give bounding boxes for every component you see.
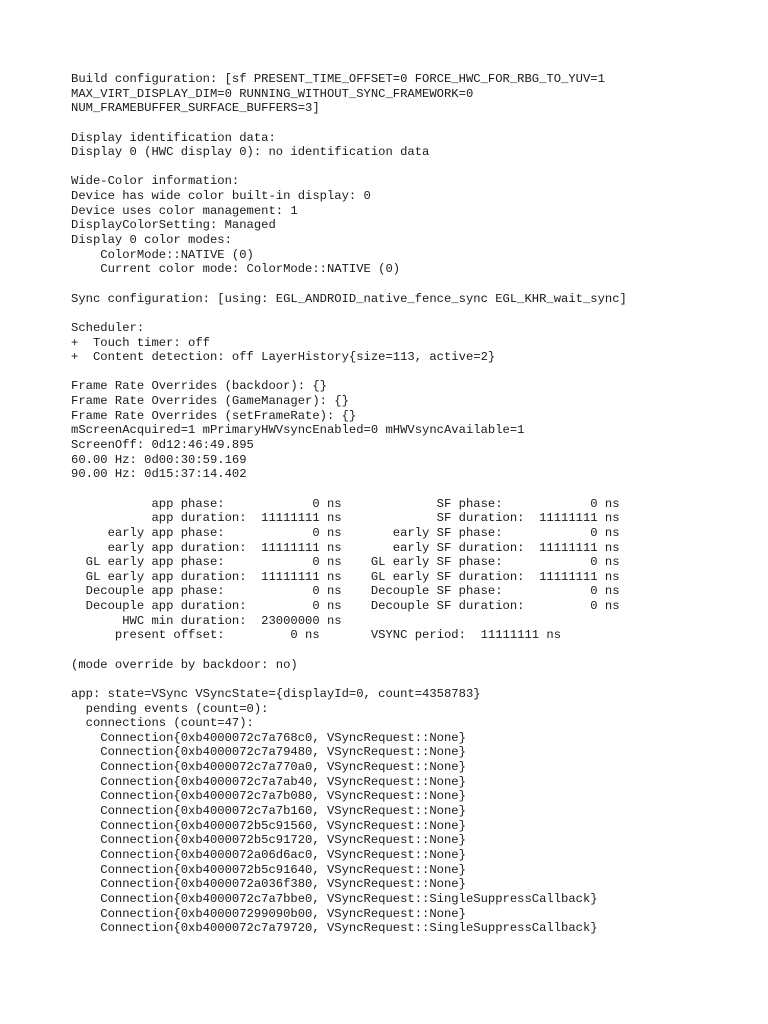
connection-item: Connection{0xb4000072b5c91720, VSyncRequest::None} <box>71 833 466 848</box>
connection-item: Connection{0xb4000072c7a768c0, VSyncRequest::None} <box>71 730 466 745</box>
connection-item: Connection{0xb4000072c7a770a0, VSyncRequest::None} <box>71 760 466 775</box>
mode-override-line: (mode override by backdoor: no) <box>71 657 298 672</box>
frame-rate-line: Frame Rate Overrides (GameManager): {} <box>71 394 349 409</box>
phase-table-row: GL early app phase: 0 ns GL early SF phase: 0 ns <box>71 555 620 570</box>
wide-color-line: DisplayColorSetting: Managed <box>71 218 276 233</box>
wide-color-line: Current color mode: ColorMode::NATIVE (0) <box>71 262 401 277</box>
scheduler-line: + Content detection: off LayerHistory{size=113, active=2} <box>71 350 496 365</box>
connection-item: Connection{0xb4000072c7a7b080, VSyncRequest::None} <box>71 789 466 804</box>
phase-table-row: HWC min duration: 23000000 ns <box>71 613 342 628</box>
connection-item: Connection{0xb400007299090b00, VSyncRequest::None} <box>71 906 466 921</box>
frame-rate-line: Frame Rate Overrides (setFrameRate): {} <box>71 408 357 423</box>
connection-item: Connection{0xb4000072a036f380, VSyncRequest::None} <box>71 877 466 892</box>
phase-table-row: present offset: 0 ns VSYNC period: 11111111 ns <box>71 628 562 643</box>
connection-item: Connection{0xb4000072b5c91640, VSyncRequest::None} <box>71 862 466 877</box>
build-config-line-1: Build configuration: [sf PRESENT_TIME_OFFSET=0 FORCE_HWC_FOR_RBG_TO_YUV=1 <box>71 72 605 86</box>
wide-color-line: Device uses color management: 1 <box>71 203 298 218</box>
blank-line <box>71 482 761 497</box>
phase-table-row: early app duration: 11111111 ns early SF duration: 11111111 ns <box>71 540 620 555</box>
connection-item: Connection{0xb4000072c7a79480, VSyncRequest::None} <box>71 745 466 760</box>
blank-line <box>71 277 761 292</box>
connection-item: Connection{0xb4000072b5c91560, VSyncRequest::None} <box>71 818 466 833</box>
wide-color-line: Display 0 color modes: <box>71 233 232 248</box>
wide-color-heading: Wide-Color information: <box>71 174 240 189</box>
scheduler-line: + Touch timer: off <box>71 335 210 350</box>
build-config-line-2: MAX_VIRT_DISPLAY_DIM=0 RUNNING_WITHOUT_SYNC_FRAMEWORK=0 <box>71 86 474 101</box>
sync-config-line: Sync configuration: [using: EGL_ANDROID_native_fence_sync EGL_KHR_wait_sync] <box>71 291 627 306</box>
dumpsys-text-document <box>71 72 761 936</box>
blank-line <box>71 116 761 131</box>
connection-item: Connection{0xb4000072c7a79720, VSyncRequest::SingleSuppressCallback} <box>71 921 598 936</box>
connection-item: Connection{0xb4000072c7a7bbe0, VSyncRequest::SingleSuppressCallback} <box>71 891 598 906</box>
screen-state-line: ScreenOff: 0d12:46:49.895 <box>71 438 254 453</box>
display-id-heading: Display identification data: <box>71 130 276 145</box>
phase-table-row: GL early app duration: 11111111 ns GL early SF duration: 11111111 ns <box>71 569 620 584</box>
phase-table-row: app duration: 11111111 ns SF duration: 11111111 ns <box>71 511 620 526</box>
blank-line <box>71 672 761 687</box>
app-state-line: app: state=VSync VSyncState={displayId=0, count=4358783} <box>71 686 481 701</box>
blank-line <box>71 160 761 175</box>
wide-color-line: ColorMode::NATIVE (0) <box>71 247 254 262</box>
connection-item: Connection{0xb4000072c7a7ab40, VSyncRequest::None} <box>71 774 466 789</box>
blank-line <box>71 306 761 321</box>
connections-heading: connections (count=47): <box>71 716 254 731</box>
display-id-value: Display 0 (HWC display 0): no identification data <box>71 145 430 160</box>
phase-table-row: early app phase: 0 ns early SF phase: 0 ns <box>71 525 620 540</box>
connection-item: Connection{0xb4000072a06d6ac0, VSyncRequest::None} <box>71 847 466 862</box>
phase-table-row: app phase: 0 ns SF phase: 0 ns <box>71 496 620 511</box>
screen-state-line: 60.00 Hz: 0d00:30:59.169 <box>71 452 247 467</box>
build-config-line-3: NUM_FRAMEBUFFER_SURFACE_BUFFERS=3] <box>71 101 320 116</box>
phase-table-row: Decouple app phase: 0 ns Decouple SF phase: 0 ns <box>71 584 620 599</box>
pending-events-line: pending events (count=0): <box>71 701 269 716</box>
wide-color-line: Device has wide color built-in display: 0 <box>71 189 371 204</box>
connection-item: Connection{0xb4000072c7a7b160, VSyncRequest::None} <box>71 804 466 819</box>
scheduler-heading: Scheduler: <box>71 320 145 335</box>
frame-rate-line: Frame Rate Overrides (backdoor): {} <box>71 379 327 394</box>
blank-line <box>71 365 761 380</box>
blank-line <box>71 643 761 658</box>
screen-state-line: mScreenAcquired=1 mPrimaryHWVsyncEnabled=0 mHWVsyncAvailable=1 <box>71 423 525 438</box>
phase-table-row: Decouple app duration: 0 ns Decouple SF duration: 0 ns <box>71 599 620 614</box>
screen-state-line: 90.00 Hz: 0d15:37:14.402 <box>71 467 247 482</box>
